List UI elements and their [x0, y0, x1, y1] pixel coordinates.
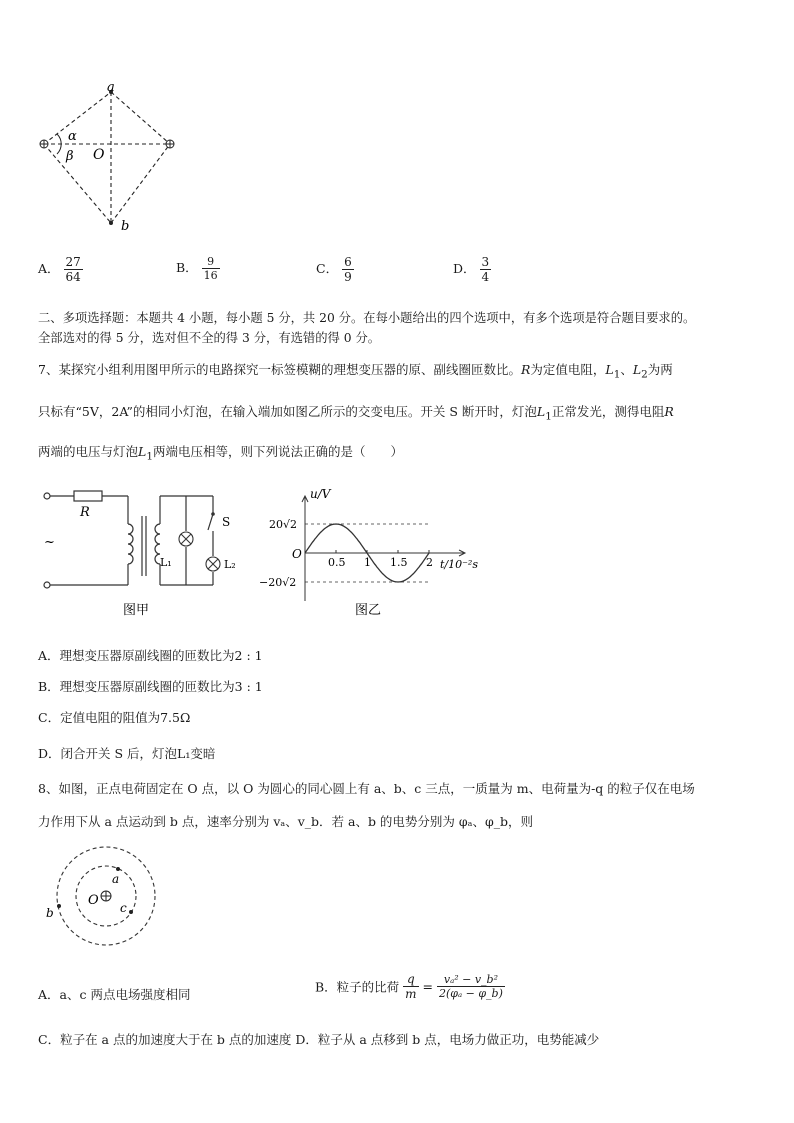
q6-option-d[interactable]: D． $\frac{3}{4}$ [453, 255, 490, 284]
q8-line1: 8、如图，正点电荷固定在 O 点，以 O 为圆心的同心圆上有 a、b、c 三点，一质量为 m、电荷量为-q 的粒子仅在电场 [38, 781, 695, 796]
x-tick-label: 0.5 [328, 556, 346, 569]
q8-figure [40, 840, 170, 950]
left-charge-icon [40, 140, 48, 148]
lamp-l1-icon [179, 532, 193, 546]
q7-line1: 7、某探究小组利用图甲所示的电路探究一标签模糊的理想变压器的原、副线圈匝数比。R为定值电阻，$L_1$、$L_2$为两 [38, 362, 673, 381]
section2-line1: 二、多项选择题：本题共 4 小题，每小题 5 分，共 20 分。在每小题给出的四个选项中，有多个选项是符合题目要求的。 [38, 311, 696, 325]
x-tick-label: 1.5 [390, 556, 408, 569]
point-o-label: O [93, 147, 105, 163]
x-tick-label: 2 [426, 556, 433, 569]
point-b-label: b [46, 906, 54, 920]
q7-line2: 只标有“5V，2A”的相同小灯泡，在输入端加如图乙所示的交变电压。开关 S 断开时，灯泡$L_1$正常发光，测得电阻R [38, 404, 674, 423]
circuit-figure-jia [38, 486, 248, 621]
lamp-l1-label: L₁ [160, 556, 172, 569]
lamp-l2-icon [206, 557, 220, 571]
y-axis-label: u/V [310, 487, 331, 501]
switch-label: S [222, 515, 231, 529]
voltage-graph-yi [255, 486, 490, 621]
point-c-label: c [120, 901, 127, 915]
q6-option-a[interactable]: A． $\frac{27}{64}$ [38, 255, 81, 284]
q7-line3: 两端的电压与灯泡$L_1$两端电压相等，则下列说法正确的是（ ） [38, 444, 403, 463]
q8-line2: 力作用下从 a 点运动到 b 点，速率分别为 vₐ、v_b．若 a、b 的电势分别为 φₐ、φ_b，则 [38, 814, 533, 829]
ac-source-label: ~ [44, 535, 55, 550]
resistor-label: R [80, 505, 90, 520]
point-o-label: O [88, 893, 99, 908]
q8-option-a[interactable]: A．a、c 两点电场强度相同 [38, 987, 191, 1002]
beta-label: β [66, 149, 74, 164]
point-a-label: a [107, 80, 115, 95]
q8-option-cd[interactable]: C．粒子在 a 点的加速度大于在 b 点的加速度 D．粒子从 a 点移到 b 点，电场力做正功，电势能减少 [38, 1032, 600, 1047]
ymax-label: 20√2 [269, 518, 298, 531]
switch-s-icon [211, 512, 215, 516]
right-charge-icon [166, 140, 174, 148]
figure-yi-caption: 图乙 [355, 603, 382, 618]
lamp-l2-label: L₂ [224, 558, 236, 571]
x-axis-label: t/10⁻²s [440, 558, 478, 571]
positive-charge-icon [101, 891, 111, 901]
q7-option-c[interactable]: C．定值电阻的阻值为7.5Ω [38, 710, 191, 725]
q8-option-b[interactable]: B．粒子的比荷 $\frac{q}{m}$ = $\frac{\text{vₐ² − v\_b²}}{\text{2(φₐ − φ\_b)}}$ [315, 972, 503, 1001]
q6-figure [30, 78, 190, 238]
q6-option-b[interactable]: B． $\frac{9}{16}$ [176, 255, 218, 282]
q7-option-b[interactable]: B．理想变压器原副线圈的匝数比为3 : 1 [38, 679, 263, 694]
q7-option-a[interactable]: A．理想变压器原副线圈的匝数比为2 : 1 [38, 648, 263, 663]
q7-option-d[interactable]: D．闭合开关 S 后，灯泡L₁变暗 [38, 746, 216, 761]
figure-jia-caption: 图甲 [123, 603, 150, 618]
point-a-label: a [112, 872, 120, 886]
q6-option-c[interactable]: C． $\frac{6}{9}$ [316, 255, 352, 284]
alpha-label: α [68, 129, 77, 144]
section2-line2: 全部选对的得 5 分，选对但不全的得 3 分，有选错的得 0 分。 [38, 331, 381, 345]
ymin-label: −20√2 [259, 576, 297, 589]
x-tick-label: 1 [364, 556, 371, 569]
point-b-label: b [121, 219, 130, 234]
origin-label: O [292, 547, 302, 561]
